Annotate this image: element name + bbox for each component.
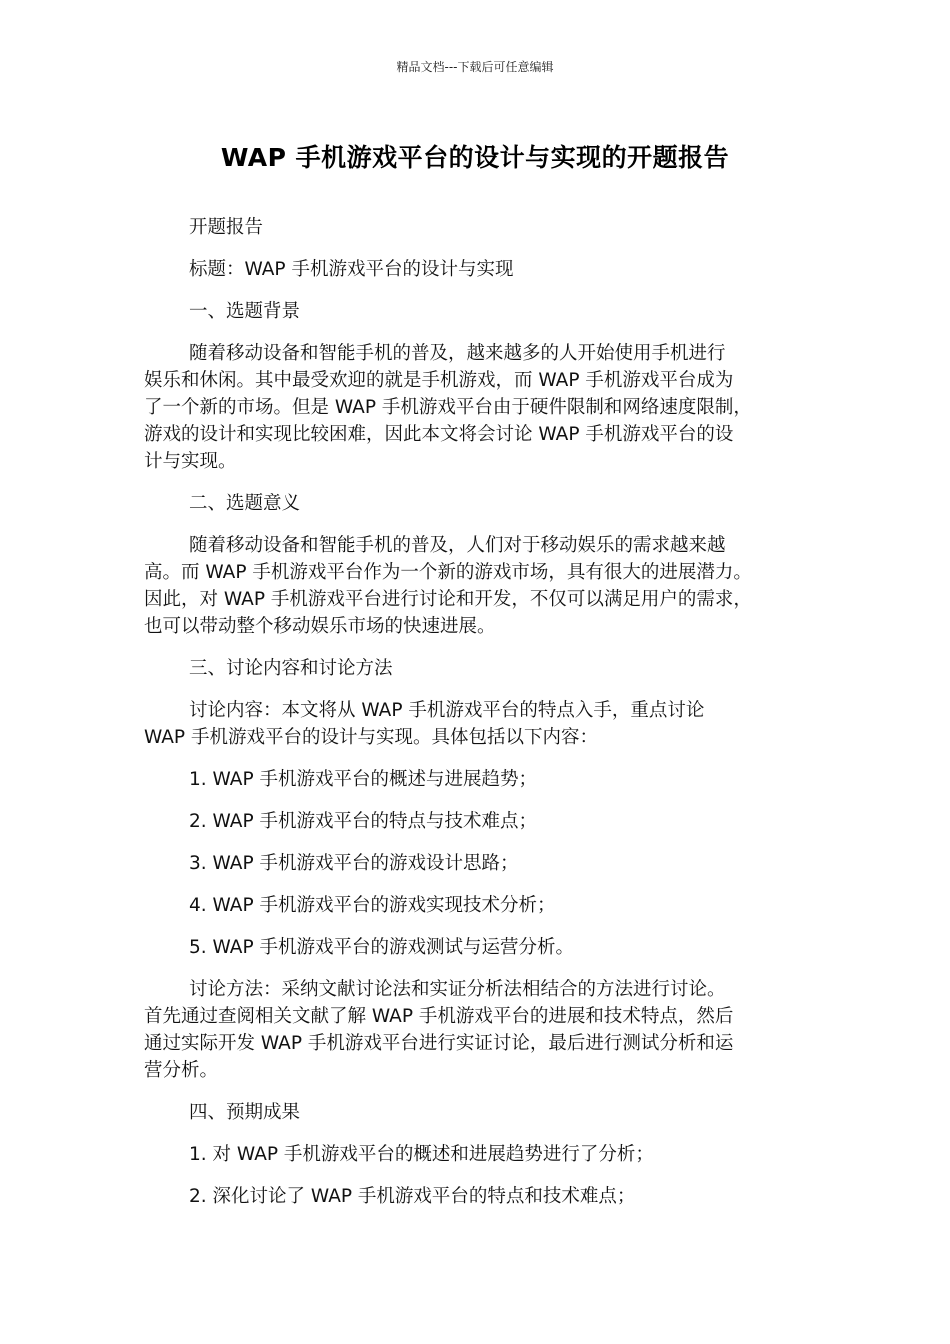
paragraph [144,892,812,919]
text-line: 标题：WAP 手机游戏平台的设计与实现 [189,259,514,280]
text-line: 首先通过查阅相关文献了解 WAP 手机游戏平台的进展和技术特点，然后 [144,1006,734,1027]
paragraph [144,298,812,325]
text-line: 二、选题意义 [189,493,301,514]
text-line: 讨论方法：采纳文献讨论法和实证分析法相结合的方法进行讨论。 [189,979,726,1000]
paragraph [144,490,812,517]
text-line: 随着移动设备和智能手机的普及，人们对于移动娱乐的需求越来越 [189,535,726,556]
paragraph [144,1183,812,1210]
text-line: 了一个新的市场。但是 WAP 手机游戏平台由于硬件限制和网络速度限制， [144,397,752,418]
text-line: 随着移动设备和智能手机的普及，越来越多的人开始使用手机进行 [189,343,726,364]
paragraph [144,697,812,751]
text-line: 开题报告 [189,217,264,238]
text-line: 一、选题背景 [189,301,301,322]
text-line: 3. WAP 手机游戏平台的游戏设计思路； [189,853,519,874]
paragraph [144,1099,812,1126]
document-title: WAP 手机游戏平台的设计与实现的开题报告 [220,143,730,172]
text-line: 讨论内容：本文将从 WAP 手机游戏平台的特点入手，重点讨论 [189,700,705,721]
paragraph [144,655,812,682]
text-line: 因此，对 WAP 手机游戏平台进行讨论和开发，不仅可以满足用户的需求， [144,589,752,610]
paragraph [144,340,812,475]
text-line: 高。而 WAP 手机游戏平台作为一个新的游戏市场，具有很大的进展潜力。 [144,562,752,583]
text-line: 2. WAP 手机游戏平台的特点与技术难点； [189,811,538,832]
text-line: 1. WAP 手机游戏平台的概述与进展趋势； [189,769,538,790]
paragraph [144,976,812,1084]
paragraph [144,766,812,793]
text-line: 娱乐和休闲。其中最受欢迎的就是手机游戏，而 WAP 手机游戏平台成为 [144,370,734,391]
paragraph [144,532,812,640]
text-line: 三、讨论内容和讨论方法 [189,658,393,679]
paragraph [144,934,812,961]
text-line: 2. 深化讨论了 WAP 手机游戏平台的特点和技术难点； [189,1186,636,1207]
document-body [144,214,812,1225]
paragraph [144,808,812,835]
text-line: 通过实际开发 WAP 手机游戏平台进行实证讨论，最后进行测试分析和运 [144,1033,734,1054]
text-line: 也可以带动整个移动娱乐市场的快速进展。 [144,616,496,637]
paragraph [144,850,812,877]
text-line: 1. 对 WAP 手机游戏平台的概述和进展趋势进行了分析； [189,1144,654,1165]
text-line: 计与实现。 [144,451,237,472]
text-line: 5. WAP 手机游戏平台的游戏测试与运营分析。 [189,937,575,958]
page-header: 精品文档---下载后可任意编辑 [396,60,554,74]
paragraph [144,256,812,283]
text-line: 营分析。 [144,1060,219,1081]
text-line: 四、预期成果 [189,1102,301,1123]
paragraph [144,1141,812,1168]
text-line: WAP 手机游戏平台的设计与实现。具体包括以下内容： [144,727,598,748]
paragraph [144,214,812,241]
text-line: 游戏的设计和实现比较困难，因此本文将会讨论 WAP 手机游戏平台的设 [144,424,734,445]
text-line: 4. WAP 手机游戏平台的游戏实现技术分析； [189,895,556,916]
